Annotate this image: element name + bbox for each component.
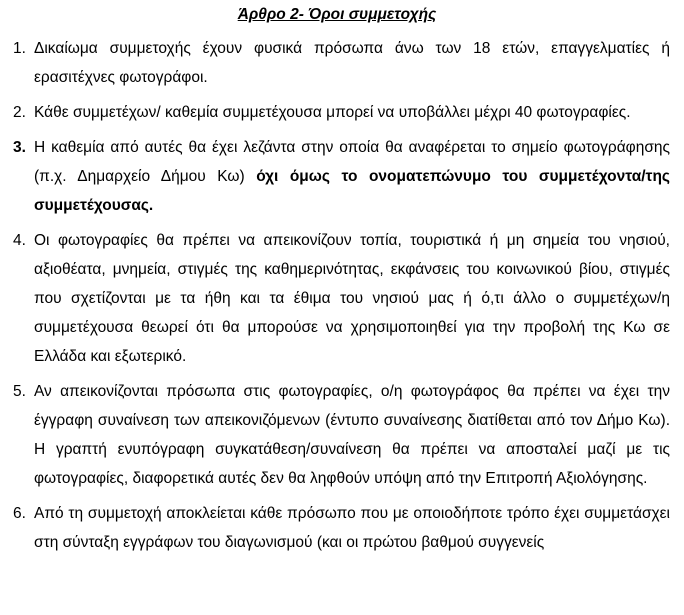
list-item [4,377,670,493]
list-item [4,499,670,557]
item-text: Δικαίωμα συμμετοχής έχουν φυσικά πρόσωπα άνω των 18 ετών, επαγγελματίες ή ερασιτέχνες φωτογράφοι. [34,40,670,86]
item-number: 1. [13,40,26,57]
list-item [4,98,670,127]
item-text: Από τη συμμετοχή αποκλείεται κάθε πρόσωπο που με οποιοδήποτε τρόπο έχει συμμετάσχει στη σύνταξη εγγράφων του διαγωνισμού (και οι πρώτου βαθμού συγγενείς [34,505,670,551]
item-text: Η καθεμία από αυτές θα έχει λεζάντα στην οποία θα αναφέρεται το σημείο φωτογράφησης (π.χ. Δημαρχείο Δήμου Κω) [34,139,670,185]
article-title: Άρθρο 2- Όροι συμμετοχής [237,6,437,23]
item-number: 4. [13,232,26,249]
list-item [4,133,670,220]
item-text: Αν απεικονίζονται πρόσωπα στις φωτογραφίες, ο/η φωτογράφος θα πρέπει να έχει την έγγραφη συναίνεση των απεικονιζόμενων (έντυπο συναίνεσης διατίθεται από τον Δήμο Κω). Η γραπτή ενυπόγραφη συγκατάθεση/συναίνεση θα πρέπει να αποσταλεί μαζί με τις φωτογραφίες, διαφορετικά αυτές δεν θα ληφθούν υπόψη από την Επιτροπή Αξιολόγησης. [34,383,670,487]
item-number: 5. [13,383,26,400]
list-item [4,34,670,92]
list-item [4,226,670,371]
item-number: 3. [13,139,26,156]
item-number: 6. [13,505,26,522]
terms-list [4,34,670,557]
item-bold-text: όχι όμως το ονοματεπώνυμο του συμμετέχοντα/της συμμετέχουσας. [34,168,670,214]
item-number: 2. [13,104,26,121]
item-text: Οι φωτογραφίες θα πρέπει να απεικονίζουν τοπία, τουριστικά ή μη σημεία του νησιού, αξιοθέατα, μνημεία, στιγμές της καθημερινότητας, εκφάνσεις του κοινωνικού βίου, στιγμές που σχετίζονται με τα ήθη και τα έθιμα του νησιού μας ή ό,τι άλλο ο συμμετέχων/η συμμετέχουσα θεωρεί ότι θα μπορούσε να χρησιμοποιηθεί για την προβολή της Κω σε Ελλάδα και εξωτερικό. [34,232,670,365]
item-text: Κάθε συμμετέχων/ καθεμία συμμετέχουσα μπορεί να υποβάλλει μέχρι 40 φωτογραφίες. [34,104,631,121]
